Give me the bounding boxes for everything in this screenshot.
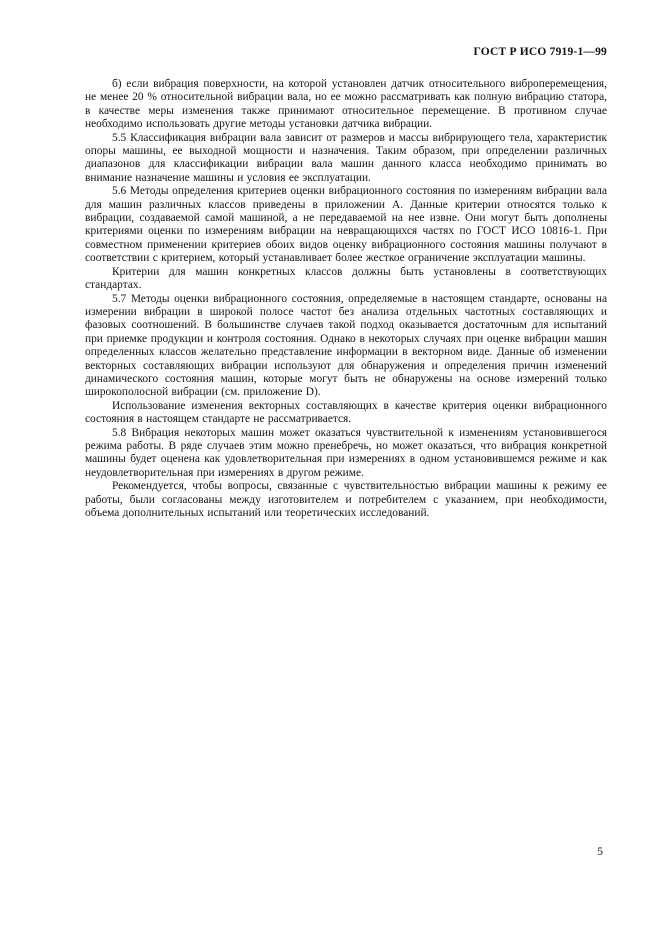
paragraph-section-5-7: 5.7 Методы оценки вибрационного состояния, определяемые в настоящем стандарте, основаны на измерении вибрации в широкой полосе частот без анализа отдельных частотных составляющих и фазовых соотношений. В большинстве случаев такой подход оказывается достаточным для испытаний при приемке продукции и контроля состояния. Однако в некоторых случаях при оценке вибрации машин определенных классов желательно представление информации в векторном виде. Данные об изменении векторных составляющих вибрации используют для обнаружения и определения причин изменений динамического состояния машин, которые могут быть не обнаружены на основе измерений только широкополосной вибрации (см. приложение D). <box>85 292 607 399</box>
paragraph-recommendation: Рекомендуется, чтобы вопросы, связанные с чувствительностью вибрации машины к режиму ее работы, были согласованы между изготовителем и потребителем с указанием, при необходимости, объема дополнительных испытаний или теоретических исследований. <box>85 480 607 519</box>
paragraph-section-5-8: 5.8 Вибрация некоторых машин может оказаться чувствительной к изменениям установившегося режима работы. В ряде случаев этим можно пренебречь, но может оказаться, что вибрация конкретной машины будет оценена как удовлетворительная при измерениях в одном установившемся режиме и как неудовлетворительная при измерениях в другом режиме. <box>85 426 607 479</box>
paragraph-criteria-note: Критерии для машин конкретных классов должны быть установлены в соответствующих стандартах. <box>85 265 607 292</box>
paragraph-section-5-6: 5.6 Методы определения критериев оценки вибрационного состояния по измерениям вибрации вала для машин различных классов приведены в приложении А. Данные критерии относятся только к вибрации, создаваемой самой машиной, а не передаваемой на нее извне. Они могут быть дополнены критериями оценки по измерениям вибрации на невращающихся частях по ГОСТ ИСО 10816-1. При совместном применении критериев обоих видов оценку вибрационного состояния машины получают в соответствии с критерием, который устанавливает более жесткое ограничение эксплуатации машины. <box>85 185 607 265</box>
page-number: 5 <box>597 846 603 858</box>
paragraph-section-5-5: 5.5 Классификация вибрации вала зависит от размеров и массы вибрирующего тела, характеристик опоры машины, ее выходной мощности и назначения. Таким образом, при определении различных диапазонов для классификации вибрации вала машин данного класса необходимо принимать во внимание назначение машины и условия ее эксплуатации. <box>85 131 607 184</box>
paragraph-item-b: б) если вибрация поверхности, на которой установлен датчик относительного виброперемещения, не менее 20 % относительной вибрации вала, но ее можно рассматривать как полную вибрацию статора, в качестве меры изменения также принимают относительное перемещение. В противном случае необходимо использовать другие методы установки датчика вибрации. <box>85 78 607 131</box>
body-text <box>85 78 607 520</box>
paragraph-vector-note: Использование изменения векторных составляющих в качестве критерия оценки вибрационного состояния в настоящем стандарте не рассматривается. <box>85 399 607 426</box>
document-page <box>85 46 607 520</box>
document-number: ГОСТ Р ИСО 7919-1—99 <box>473 46 607 58</box>
